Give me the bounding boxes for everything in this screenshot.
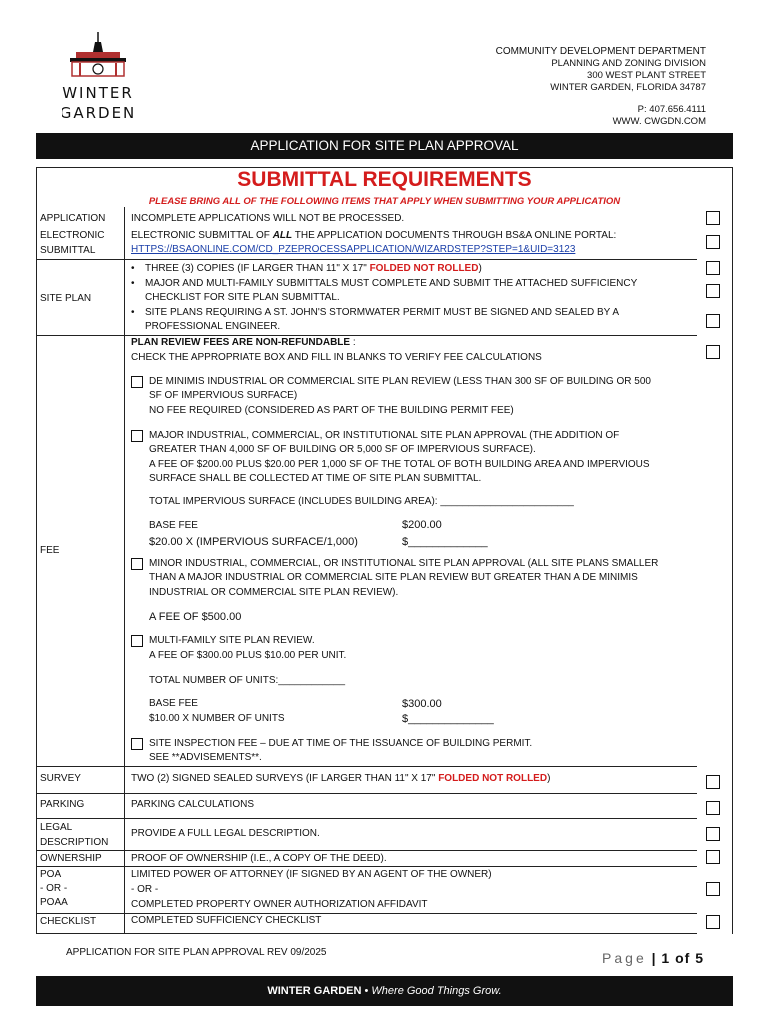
de-minimis-text: DE MINIMIS INDUSTRIAL OR COMMERCIAL SITE PLAN REVIEW (LESS THAN 300 SF OF BUILDING OR 500 xyxy=(149,376,651,387)
label-survey: SURVEY xyxy=(40,773,81,784)
site-plan-checkbox-2[interactable] xyxy=(706,284,720,298)
bullet-separator: • xyxy=(364,985,369,997)
page-count: | 1 of 5 xyxy=(651,950,704,966)
survey-c: ) xyxy=(547,773,551,784)
survey-text xyxy=(131,772,550,787)
fee-head: PLAN REVIEW FEES ARE NON-REFUNDABLE xyxy=(131,337,351,348)
division-name: PLANNING AND ZONING DIVISION xyxy=(551,58,706,69)
multi-family-fee: A FEE OF $300.00 PLUS $10.00 PER UNIT. xyxy=(149,650,347,661)
minor-fee: A FEE OF $500.00 xyxy=(149,611,242,623)
site-plan-checkbox-1[interactable] xyxy=(706,261,720,275)
minor-text-1: MINOR INDUSTRIAL, COMMERCIAL, OR INSTITUTIONAL SITE PLAN APPROVAL (ALL SITE PLANS SMALLER xyxy=(149,558,659,569)
major-per-unit-label: $20.00 X (IMPERVIOUS SURFACE/1,000) xyxy=(149,536,358,548)
poa-text-or: - OR - xyxy=(131,884,159,895)
city-address: WINTER GARDEN, FLORIDA 34787 xyxy=(550,82,706,93)
checklist-checkbox[interactable] xyxy=(706,915,720,929)
poa-text-2: COMPLETED PROPERTY OWNER AUTHORIZATION AFFIDAVIT xyxy=(131,899,428,910)
electronic-text-all: ALL xyxy=(272,230,293,241)
site-plan-bullet-3: • SITE PLANS REQUIRING A ST. JOHN'S STORMWATER PERMIT MUST BE SIGNED AND SEALED BY A xyxy=(131,307,620,318)
de-minimis-checkbox[interactable] xyxy=(131,376,143,388)
page-word: Page xyxy=(602,950,647,966)
fee-checkbox[interactable] xyxy=(706,345,720,359)
label-electronic-submittal xyxy=(40,228,104,258)
de-minimis-fee: NO FEE REQUIRED (CONSIDERED AS PART OF THE BUILDING PERMIT FEE) xyxy=(149,405,514,416)
mf-per-unit-label: $10.00 X NUMBER OF UNITS xyxy=(149,713,285,724)
electronic-text-a: ELECTRONIC SUBMITTAL OF xyxy=(131,230,273,241)
page-number xyxy=(602,950,704,966)
application-text: INCOMPLETE APPLICATIONS WILL NOT BE PROCESSED. xyxy=(131,213,405,224)
site-plan-bullet-1: • THREE (3) COPIES (IF LARGER THAN 11" X 17" FOLDED NOT ROLLED) xyxy=(131,263,482,274)
submittal-subtitle: PLEASE BRING ALL OF THE FOLLOWING ITEMS THAT APPLY WHEN SUBMITTING YOUR APPLICATION xyxy=(148,196,621,207)
number-of-units-field[interactable]: TOTAL NUMBER OF UNITS:____________ xyxy=(149,675,346,686)
ownership-text: PROOF OF OWNERSHIP (I.E., A COPY OF THE DEED). xyxy=(131,853,387,864)
row-divider xyxy=(36,818,697,819)
major-text-1: MAJOR INDUSTRIAL, COMMERCIAL, OR INSTITUTIONAL SITE PLAN APPROVAL (THE ADDITION OF xyxy=(149,430,620,441)
de-minimis-text-2: SF OF IMPERVIOUS SURFACE) xyxy=(149,390,298,401)
brand-bar xyxy=(36,976,733,1006)
major-base-fee-label: BASE FEE xyxy=(149,520,198,531)
label-application: APPLICATION xyxy=(40,213,106,224)
site-plan-bullet-3b: PROFESSIONAL ENGINEER. xyxy=(145,321,281,332)
label-poa xyxy=(40,868,68,910)
parking-checkbox[interactable] xyxy=(706,801,720,815)
minor-text-2: THAN A MAJOR INDUSTRIAL OR COMMERCIAL SITE PLAN REVIEW BUT GREATER THAN A DE MINIMIS xyxy=(149,572,638,583)
label-poa-1: POA xyxy=(40,869,62,880)
site-plan-bullet-2b: CHECKLIST FOR SITE PLAN SUBMITTAL. xyxy=(145,292,340,303)
svg-text:WINTER: WINTER xyxy=(62,84,134,102)
label-ownership: OWNERSHIP xyxy=(40,853,102,864)
row-divider xyxy=(36,850,697,851)
phone-number: P: 407.656.4111 xyxy=(637,104,706,115)
label-legal-description xyxy=(40,820,108,850)
column-divider xyxy=(124,207,125,934)
row-divider xyxy=(36,259,697,260)
electronic-text-c: THE APPLICATION DOCUMENTS THROUGH BS&A ONLINE PORTAL: xyxy=(292,230,617,241)
title-bar xyxy=(36,133,733,159)
street-address: 300 WEST PLANT STREET xyxy=(587,70,706,81)
survey-checkbox[interactable] xyxy=(706,775,720,789)
major-per-unit-field[interactable]: $_____________ xyxy=(402,536,488,548)
electronic-text xyxy=(131,229,616,244)
major-text-2: GREATER THAN 4,000 SF OF BUILDING OR 5,000 SF OF IMPERVIOUS SURFACE). xyxy=(149,444,536,455)
minor-text-3: INDUSTRIAL OR COMMERCIAL SITE PLAN REVIEW). xyxy=(149,587,399,598)
survey-a: TWO (2) SIGNED SEALED SURVEYS (IF LARGER THAN 11" X 17" xyxy=(131,773,439,784)
application-checkbox[interactable] xyxy=(706,211,720,225)
form-title: APPLICATION FOR SITE PLAN APPROVAL xyxy=(250,138,519,153)
label-legal: LEGAL xyxy=(40,822,73,833)
fee-instructions: CHECK THE APPROPRIATE BOX AND FILL IN BLANKS TO VERIFY FEE CALCULATIONS xyxy=(131,352,542,363)
mf-base-fee-value: $300.00 xyxy=(402,698,442,710)
brand-name: WINTER GARDEN xyxy=(267,985,362,997)
fee-header xyxy=(131,336,356,351)
multi-family-checkbox[interactable] xyxy=(131,635,143,647)
major-text-4: SURFACE SHALL BE COLLECTED AT TIME OF SITE PLAN SUBMITTAL. xyxy=(149,473,482,484)
label-description: DESCRIPTION xyxy=(40,837,109,848)
label-submittal: SUBMITTAL xyxy=(40,245,96,256)
bsa-portal-link[interactable]: HTTPS://BSAONLINE.COM/CD_PZEPROCESSAPPLICATION/WIZARDSTEP?STEP=1&UID=3123 xyxy=(131,244,576,255)
site-inspection-checkbox[interactable] xyxy=(131,738,143,750)
svg-text:GARDEN: GARDEN xyxy=(62,104,134,122)
b1c: ) xyxy=(478,263,482,274)
label-checklist: CHECKLIST xyxy=(40,916,97,927)
ownership-checkbox[interactable] xyxy=(706,850,720,864)
website: WWW. CWGDN.COM xyxy=(612,116,706,127)
department-address xyxy=(496,46,706,128)
row-divider xyxy=(36,766,697,767)
form-revision: APPLICATION FOR SITE PLAN APPROVAL REV 09/2025 xyxy=(66,947,327,958)
dept-name: COMMUNITY DEVELOPMENT DEPARTMENT xyxy=(495,46,706,57)
multi-family-text: MULTI-FAMILY SITE PLAN REVIEW. xyxy=(149,635,315,646)
impervious-surface-field[interactable]: TOTAL IMPERVIOUS SURFACE (INCLUDES BUILDING AREA): ________________________ xyxy=(149,496,574,507)
site-plan-bullet-2: • MAJOR AND MULTI-FAMILY SUBMITTALS MUST COMPLETE AND SUBMIT THE ATTACHED SUFFICIENCY xyxy=(131,278,638,289)
parking-text: PARKING CALCULATIONS xyxy=(131,799,254,810)
mf-per-unit-field[interactable]: $______________ xyxy=(402,713,494,725)
site-plan-checkbox-3[interactable] xyxy=(706,314,720,328)
b2a: MAJOR AND MULTI-FAMILY SUBMITTALS MUST COMPLETE AND SUBMIT THE ATTACHED SUFFICIENCY xyxy=(145,278,638,289)
row-divider xyxy=(36,933,697,934)
major-site-plan-checkbox[interactable] xyxy=(131,430,143,442)
legal-checkbox[interactable] xyxy=(706,827,720,841)
poa-checkbox[interactable] xyxy=(706,882,720,896)
label-parking: PARKING xyxy=(40,799,85,810)
poa-text-1: LIMITED POWER OF ATTORNEY (IF SIGNED BY AN AGENT OF THE OWNER) xyxy=(131,869,492,880)
row-divider xyxy=(36,793,697,794)
label-fee: FEE xyxy=(40,545,60,556)
submittal-title: SUBMITTAL REQUIREMENTS xyxy=(237,168,532,191)
legal-text: PROVIDE A FULL LEGAL DESCRIPTION. xyxy=(131,828,320,839)
label-poaa: POAA xyxy=(40,897,68,908)
b1b: FOLDED NOT ROLLED xyxy=(369,263,479,274)
label-site-plan: SITE PLAN xyxy=(40,293,92,304)
minor-site-plan-checkbox[interactable] xyxy=(131,558,143,570)
survey-b: FOLDED NOT ROLLED xyxy=(438,773,548,784)
fee-head-tail: : xyxy=(350,337,356,348)
electronic-checkbox[interactable] xyxy=(706,235,720,249)
site-inspection-text: SITE INSPECTION FEE – DUE AT TIME OF THE ISSUANCE OF BUILDING PERMIT. xyxy=(149,738,533,749)
winter-garden-logo xyxy=(62,30,134,126)
label-poa-or: - OR - xyxy=(40,883,68,894)
major-base-fee-value: $200.00 xyxy=(402,519,442,531)
b3a: SITE PLANS REQUIRING A ST. JOHN'S STORMWATER PERMIT MUST BE SIGNED AND SEALED BY A xyxy=(145,307,620,318)
tagline: Where Good Things Grow. xyxy=(371,985,502,997)
site-inspection-note: SEE **ADVISEMENTS**. xyxy=(149,752,262,763)
label-electronic: ELECTRONIC xyxy=(40,230,105,241)
mf-base-fee-label: BASE FEE xyxy=(149,698,198,709)
major-text-3: A FEE OF $200.00 PLUS $20.00 PER 1,000 SF OF THE TOTAL OF BOTH BUILDING AREA AND IMPERVIOUS xyxy=(149,459,650,470)
checklist-text: COMPLETED SUFFICIENCY CHECKLIST xyxy=(131,915,322,926)
b1a: THREE (3) COPIES (IF LARGER THAN 11" X 17" xyxy=(145,263,370,274)
